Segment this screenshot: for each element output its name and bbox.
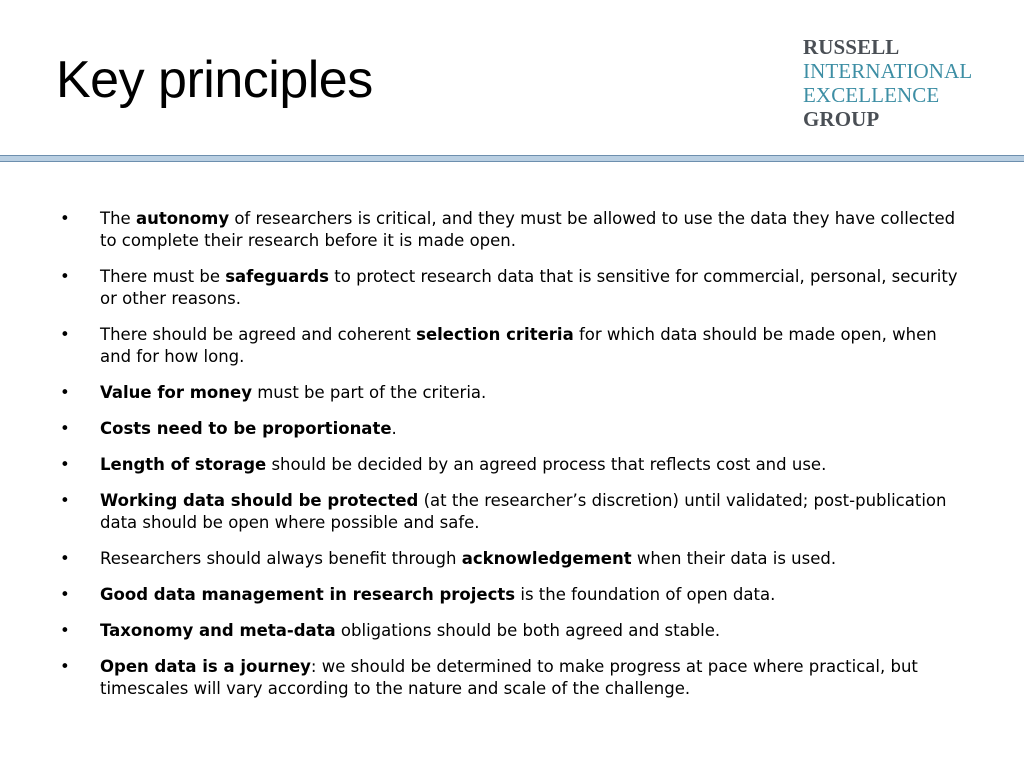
logo-line-3: EXCELLENCE [803,83,940,107]
item-emphasis: Working data should be protected [100,491,419,510]
item-text: There should be agreed and coherent [100,325,417,344]
item-text: The [100,209,136,228]
bullet-icon: • [60,209,70,228]
title-divider [0,155,1024,162]
item-text: is the foundation of open data. [515,585,776,604]
item-text: to protect research data that is sensitive for commercial, personal, security or other reasons. [100,267,958,308]
bullet-icon: • [60,267,70,286]
item-text: for which data should be made open, when and for how long. [100,325,937,366]
russell-group-logo [803,35,1018,131]
item-text: . [391,419,397,438]
bullet-icon: • [60,657,70,676]
item-emphasis: selection criteria [416,325,574,344]
list-item [60,418,970,440]
item-emphasis: Costs need to be proportionate [100,419,392,438]
bullet-icon: • [60,585,70,604]
item-text: obligations should be both agreed and stable. [335,621,721,640]
slide-title: Key principles [56,51,373,109]
list-item [60,382,970,404]
list-item [60,656,970,700]
item-text: should be decided by an agreed process that reflects cost and use. [266,455,827,474]
bullet-icon: • [60,325,70,344]
item-text: must be part of the criteria. [251,383,487,402]
bullet-icon: • [60,383,70,402]
logo-line-4: GROUP [803,107,880,131]
item-text: (at the researcher’s discretion) until validated; post-publication data should be open where possible and safe. [100,491,947,532]
list-item [60,208,970,252]
logo-line-1: RUSSELL [803,35,900,59]
item-emphasis: Open data is a journey [100,657,311,676]
logo-line-2: INTERNATIONAL [803,59,973,83]
item-text: : we should be determined to make progress at pace where practical, but timescales will vary according to the nature and scale of the challenge. [100,657,918,698]
principles-list [60,208,970,714]
list-item [60,490,970,534]
bullet-icon: • [60,549,70,568]
item-text: of researchers is critical, and they must be allowed to use the data they have collected to complete their research before it is made open. [100,209,956,250]
item-text: when their data is used. [631,549,837,568]
list-item [60,266,970,310]
list-item [60,324,970,368]
item-emphasis: Value for money [100,383,252,402]
item-text: There must be [100,267,226,286]
item-emphasis: autonomy [135,209,230,228]
item-emphasis: Good data management in research projects [100,585,516,604]
bullet-icon: • [60,455,70,474]
bullet-icon: • [60,621,70,640]
item-emphasis: safeguards [225,267,330,286]
item-emphasis: acknowledgement [461,549,632,568]
item-emphasis: Length of storage [100,455,267,474]
bullet-icon: • [60,491,70,510]
item-emphasis: Taxonomy and meta-data [100,621,336,640]
list-item [60,548,970,570]
list-item [60,454,970,476]
list-item [60,620,970,642]
item-text: Researchers should always benefit through [100,549,462,568]
bullet-icon: • [60,419,70,438]
list-item [60,584,970,606]
